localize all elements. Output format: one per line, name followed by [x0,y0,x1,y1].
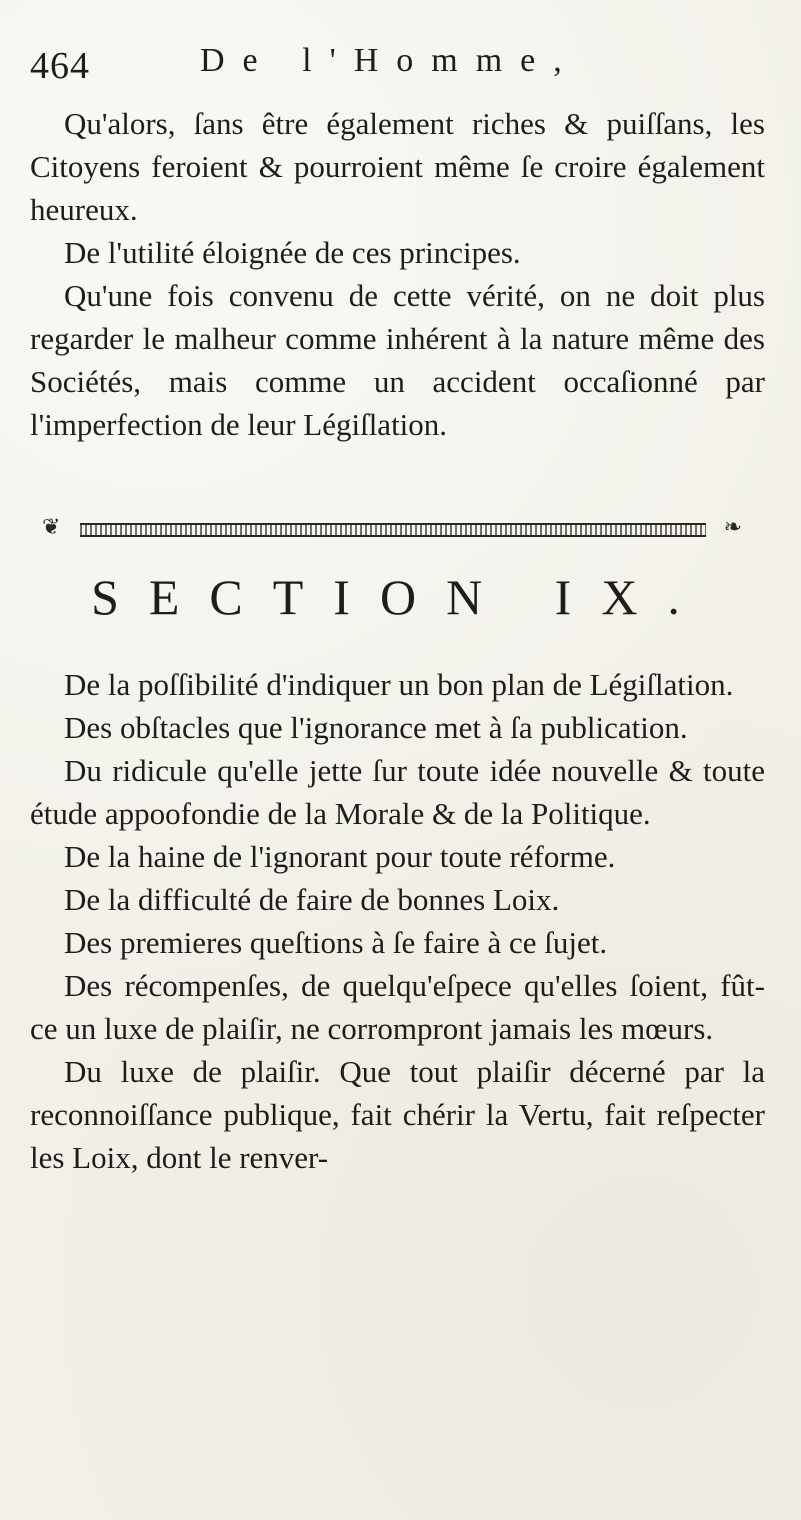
paragraph: Des obſtacles que l'ignorance met à ſa publication. [64,710,688,745]
running-title: De l'Homme, [200,42,580,79]
ornamental-rule [42,516,742,540]
top-text-block [30,102,765,446]
paragraph: Du ridicule qu'elle jette ſur toute idée nouvelle & toute étude appoofondie de la Morale & de la Politique. [30,753,765,831]
paragraph: De la poſſibilité d'indiquer un bon plan de Légiſlation. [64,667,734,702]
section-heading: SECTION IX. [91,569,710,625]
paragraph: Qu'une fois convenu de cette vérité, on ne doit plus regarder le malheur comme inhérent à la nature même des Sociétés, mais comme un accident occaſionné par l'imperfection de leur Légiſlation. [30,278,765,442]
paragraph: De la difficulté de faire de bonnes Loix. [64,882,560,917]
paragraph: De l'utilité éloignée de ces principes. [64,235,521,270]
section-summary-block [30,663,765,1179]
running-head [30,40,730,100]
page-number: 464 [30,45,90,87]
paragraph: Du luxe de plaiſir. Que tout plaiſir décerné par la reconnoiſſance publique, fait chérir la Vertu, fait reſpecter les Loix, dont le renver- [30,1054,765,1175]
paragraph: De la haine de l'ignorant pour toute réforme. [64,839,616,874]
fleuron-right-icon: ❧ [723,515,742,540]
fleuron-left-icon: ❦ [42,515,61,540]
paragraph: Des premieres queſtions à ſe faire à ce ſujet. [64,925,608,960]
decorative-band [80,523,706,537]
paragraph: Qu'alors, ſans être également riches & puiſſans, les Citoyens feroient & pourroient même ſe croire également heureux. [30,106,765,227]
paragraph: Des récompenſes, de quelqu'eſpece qu'elles ſoient, fût-ce un luxe de plaiſir, ne corrompront jamais les mœurs. [30,968,765,1046]
